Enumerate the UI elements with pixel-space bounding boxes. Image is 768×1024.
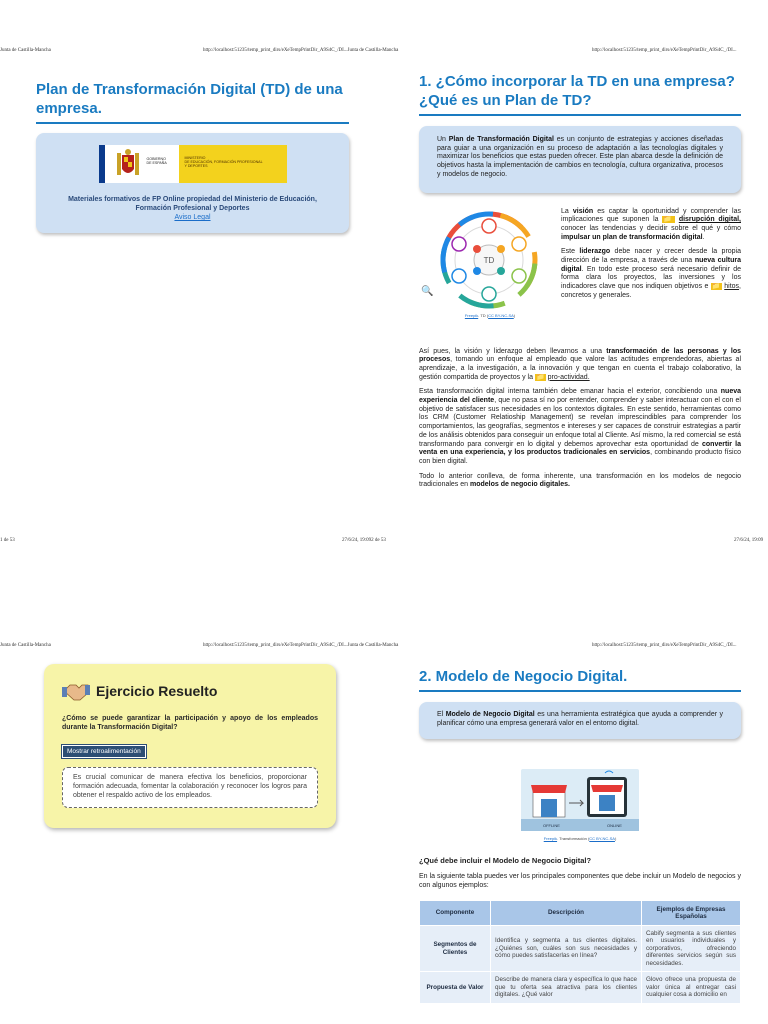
disrupcion-digital-term[interactable]: disrupción digital, [678, 216, 741, 224]
vision-paragraph: La visión es captar la oportunidad y comprender las implicaciones que suponen la 📁 disrupción digital, conocer las tendencias y decidir sobre el qué y cómo impulsar un plan de transformación digital. [561, 207, 742, 241]
leadership-paragraph: Este liderazgo debe nacer y crecer desde la propia dirección de la empresa, a través de una nueva cultura digital. En todo este proceso será necesario definir de forma clara los proyectos, las inversiones y los indicadores clave que nos indiquen objetivos e 📁 hitos, concretos y generales. [561, 248, 742, 299]
table-cell: Propuesta de Valor [420, 972, 491, 1004]
gobierno-label: GOBIERNO DE ESPAÑA [146, 157, 167, 166]
plan-td-definition-box: Un Plan de Transformación Digital es un conjunto de estrategias y acciones diseñadas para guiar a una organización en su proceso de adaptación a las tecnologías digitales y maximizar los beneficios que estas pueden ofrecer. Este plan abarca desde la definición de objetivos hasta la implementación de cambios en tecnología, cultura organizativa, procesos y modelos de negocio. [419, 126, 741, 193]
aviso-legal-link[interactable]: Aviso Legal [174, 214, 211, 221]
handshake-icon [62, 681, 90, 701]
glossary-icon: 📁 [663, 216, 674, 224]
exercise-answer: Es crucial comunicar de manera efectiva los beneficios, proporcionar formación adecuada, fomentar la colaboración y reconocer los logros para obtener el respaldo activo de los empleados. [73, 774, 307, 799]
page-header-left: Junta de Castilla-Mancha [0, 643, 51, 648]
model-image-caption: Freepik. Transformación (CC BY-NC-SA) [543, 836, 617, 842]
customer-experience-paragraph: Esta transformación digital interna también debe emanar hacia el exterior, concibiendo una nueva experiencia del cliente, que no pasa sí no por entender, comprender y saber interactuar con el con el objetivo de satisfacer sus necesidades en los contextos digitales. En este sentido, herramientas como los CRM (Customer Relatioship Management) se revelan imprescindibles para comprender los comportamientos, las geografías, segmentos e intereses y ser capaces de construir estrategias a partir de los análisis obtenidos para conseguir un enfoque total al Cliente. Así mismo, la red comercial se está transformando para convergir en lo digital y debemos aprovechar esta oportunidad de convertir la venta en una experiencia, y los productos tradicionales en servicios, combinando producto físico con bien digital. [419, 388, 741, 465]
wheel-center-label: TD [483, 255, 495, 265]
vision-block [419, 208, 741, 338]
offline-label: OFFLINE [543, 823, 560, 829]
table-header: Componente [420, 900, 491, 925]
store-to-online-illustration [521, 769, 639, 831]
table-row [420, 972, 741, 1004]
business-model-paragraph: Todo lo anterior conlleva, de forma inherente, una transformación en los modelos de negocio tradicionales en modelos de negocio digitales. [419, 472, 741, 489]
page-footer-mid: 27/6/24, 19:092 de 53 [342, 538, 386, 543]
exercise-question: ¿Cómo se puede garantizar la participación y apoyo de los empleados durante la Transformación Digital? [62, 715, 318, 731]
table-cell: Describe de manera clara y específica lo que hace que tu oferta sea atractiva para los clientes digitales. ¿Qué valor [491, 972, 642, 1004]
td-wheel-image[interactable] [439, 210, 539, 310]
title-rule [419, 690, 741, 692]
page-header-url[interactable]: http://localhost:51235/temp_print_dirs/eXeTempPrintDir_A9S4C_/DI...Junta de Castilla-Mancha [203, 643, 399, 648]
people-process-paragraph: Así pues, la visión y liderazgo deben llevarnos a una transformación de las personas y los procesos, tomando un enfoque al empleado que valore las actitudes emprendedoras, abiertas al aprendizaje, a la investigación, a la innovación y que tengan en cuenta el trabajo colaborativo, la gestión compartida de proyectos y la 📁 pro-actividad. [419, 347, 741, 381]
page-header-left: Junta de Castilla-Mancha [0, 48, 51, 53]
page-footer-left: 1 de 53 [0, 538, 15, 543]
ministry-logo [50, 145, 335, 183]
title-rule [419, 114, 741, 116]
section-1 [419, 72, 741, 490]
page-header-url[interactable]: http://localhost:51235/temp_print_dirs/eXeTempPrintDir_A9S4C_/DI...Junta de Castilla-Mancha [203, 48, 399, 53]
section-1-title: 1. ¿Cómo incorporar la TD en una empresa? ¿Qué es un Plan de TD? [419, 73, 735, 109]
glossary-icon: 📁 [711, 283, 721, 291]
table-header: Ejemplos de Empresas Españolas [642, 900, 741, 925]
ministerio-label: MINISTERIO DE EDUCACIÓN, FORMACIÓN PROFESIONAL Y DEPORTES [179, 145, 287, 183]
table-header: Descripción [491, 900, 642, 925]
page-header-right[interactable]: http://localhost:51235/temp_print_dirs/eXeTempPrintDir_A9S4C_/DI... [592, 48, 737, 53]
hitos-term[interactable]: hitos [724, 283, 740, 291]
exercise-title: Ejercicio Resuelto [96, 683, 218, 699]
title-rule [36, 122, 349, 124]
online-label: ONLINE [607, 823, 622, 829]
section-2-title: 2. Modelo de Negocio Digital. [419, 668, 628, 685]
table-cell: Identifica y segmenta a tus clientes digitales. ¿Quiénes son, cuáles son sus necesidades y cómo puedes satisfacerlas en línea? [491, 925, 642, 972]
plan-td-term: Plan de Transformación Digital [448, 136, 554, 143]
model-subtitle: ¿Qué debe incluir el Modelo de Negocio Digital? [419, 856, 592, 866]
td-wheel-figure [419, 208, 561, 338]
model-components-table [419, 900, 741, 1004]
zoom-icon[interactable]: 🔍 [421, 285, 434, 297]
feedback-panel [62, 767, 318, 807]
table-header-row [420, 900, 741, 925]
show-feedback-button[interactable]: Mostrar retroalimentación [62, 745, 146, 758]
ministry-box [36, 133, 349, 233]
page-header-right[interactable]: http://localhost:51235/temp_print_dirs/eXeTempPrintDir_A9S4C_/DI... [592, 643, 737, 648]
digital-model-definition-box: El Modelo de Negocio Digital es una herramienta estratégica que ayuda a comprender y planificar cómo una empresa generará valor en el entorno digital. [419, 702, 741, 739]
digital-model-term: Modelo de Negocio Digital [445, 711, 535, 718]
plan-title: Plan de Transformación Digital (TD) de una empresa. [36, 81, 343, 117]
spain-emblem [99, 145, 179, 183]
table-row [420, 925, 741, 972]
table-cell: Segmentos de Clientes [420, 925, 491, 972]
plan-section [36, 80, 349, 233]
solved-exercise-box [44, 664, 336, 828]
td-image-caption: Freepik. TD (CC BY-NC-SA) [464, 312, 516, 318]
coat-of-arms-icon [115, 147, 141, 181]
proactividad-term[interactable]: pro-actividad. [547, 373, 590, 381]
offline-online-image[interactable] [521, 769, 639, 831]
section-2 [419, 667, 741, 1004]
table-cell: Cabify segmenta a sus clientes en usuarios individuales y corporativos, ofreciendo diferentes servicios según sus necesidades. [642, 925, 741, 972]
materials-text: Materiales formativos de FP Online propiedad del Ministerio de Educación, Formación Profesional y Deportes [68, 196, 317, 212]
glossary-icon: 📁 [535, 373, 545, 381]
page-footer-right: 27/6/24, 19:09 [734, 538, 764, 543]
table-cell: Glovo ofrece una propuesta de valor única al entregar casi cualquier cosa a domicilio en [642, 972, 741, 1004]
model-intro: En la siguiente tabla puedes ver los principales componentes que debe incluir un Modelo de negocios y con algunos ejemplos: [419, 873, 741, 890]
